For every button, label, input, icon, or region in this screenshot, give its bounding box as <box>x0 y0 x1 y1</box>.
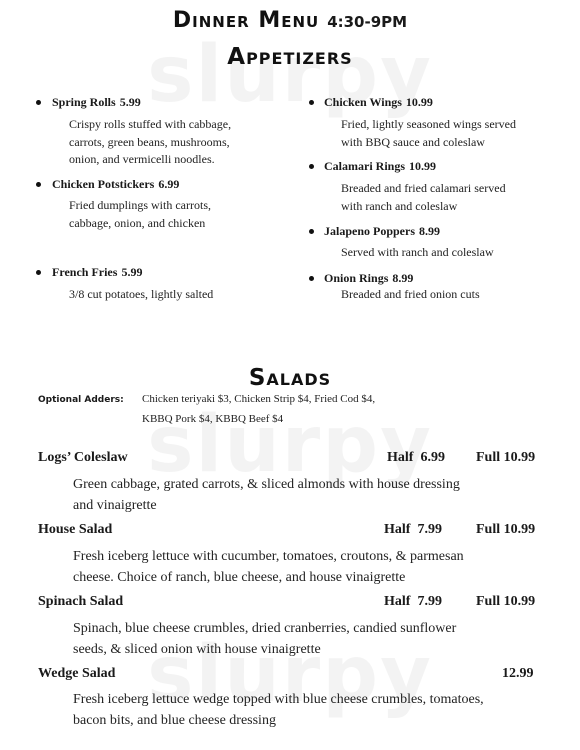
salad-item-description: Green cabbage, grated carrots, & sliced almonds with house dressing and vinaigrette <box>73 477 460 513</box>
bullet-icon <box>309 276 314 281</box>
appetizer-item-name: Jalapeno Poppers 8.99 <box>324 224 441 238</box>
bullet-icon <box>36 270 41 275</box>
salad-item-description: Spinach, blue cheese crumbles, dried cranberries, candied sunflower seeds, & sliced onion with house vinaigrette <box>73 621 457 657</box>
appetizer-item-name: Chicken Potstickers 6.99 <box>52 177 180 191</box>
salad-item-description: Fresh iceberg lettuce wedge topped with blue cheese crumbles, tomatoes, bacon bits, and blue cheese dressing <box>73 692 484 728</box>
appetizer-item-price: 6.99 <box>158 177 180 191</box>
appetizers-heading: Appetizers <box>227 44 353 70</box>
appetizer-item-description: Fried, lightly seasoned wings served with BBQ sauce and coleslaw <box>341 117 516 149</box>
appetizer-item-description: Served with ranch and coleslaw <box>341 245 494 259</box>
salad-item-name: House Salad <box>38 522 113 537</box>
bullet-icon <box>36 100 41 105</box>
salad-item-description: Fresh iceberg lettuce with cucumber, tomatoes, croutons, & parmesan cheese. Choice of ranch, blue cheese, and house vinaigrette <box>73 549 464 585</box>
appetizer-item-price: 10.99 <box>409 159 436 173</box>
salad-full-price: Full 10.99 <box>476 522 536 537</box>
appetizer-item-description: 3/8 cut potatoes, lightly salted <box>69 287 214 301</box>
salad-half-price: Half 7.99 <box>384 522 442 537</box>
appetizer-item-name: Onion Rings 8.99 <box>324 271 414 285</box>
bullet-icon <box>309 100 314 105</box>
appetizer-item-price: 5.99 <box>119 95 141 109</box>
optional-adders-line: KBBQ Pork $4, KBBQ Beef $4 <box>142 413 284 425</box>
menu-hours: 4:30-9PM <box>327 13 408 31</box>
salad-item-name: Spinach Salad <box>38 594 124 609</box>
menu-title: Dinner Menu <box>172 8 320 33</box>
bullet-icon <box>309 229 314 234</box>
salad-full-price: Full 10.99 <box>476 594 536 609</box>
appetizer-item-description: Fried dumplings with carrots, cabbage, onion, and chicken <box>69 198 211 230</box>
appetizer-item-description: Crispy rolls stuffed with cabbage, carrots, green beans, mushrooms, onion, and vermicelli noodles. <box>69 117 232 166</box>
salad-full-price: Full 10.99 <box>476 450 536 465</box>
appetizer-item-description: Breaded and fried onion cuts <box>341 287 480 301</box>
optional-adders-line: Chicken teriyaki $3, Chicken Strip $4, Fried Cod $4, <box>142 393 376 405</box>
salads-heading: Salads <box>248 365 332 391</box>
appetizer-item-description: Breaded and fried calamari served with ranch and coleslaw <box>341 181 506 213</box>
bullet-icon <box>309 164 314 169</box>
optional-adders-label: Optional Adders: <box>38 395 124 405</box>
appetizer-item-price: 5.99 <box>121 265 143 279</box>
salad-item-name: Wedge Salad <box>38 666 116 681</box>
appetizer-item-price: 10.99 <box>405 95 433 109</box>
bullet-icon <box>36 182 41 187</box>
appetizer-item-price: 8.99 <box>392 271 414 285</box>
appetizer-item-price: 8.99 <box>419 224 441 238</box>
menu-header <box>0 8 580 33</box>
salad-price: 12.99 <box>502 666 534 681</box>
appetizer-item-name: Calamari Rings 10.99 <box>324 159 436 173</box>
appetizer-item-name: Spring Rolls 5.99 <box>52 95 141 109</box>
salad-half-price: Half 7.99 <box>384 594 442 609</box>
salad-item-name: Logs’ Coleslaw <box>38 450 128 465</box>
appetizer-item-name: Chicken Wings 10.99 <box>324 95 433 109</box>
salad-half-price: Half 6.99 <box>387 450 445 465</box>
appetizer-item-name: French Fries 5.99 <box>52 265 143 279</box>
